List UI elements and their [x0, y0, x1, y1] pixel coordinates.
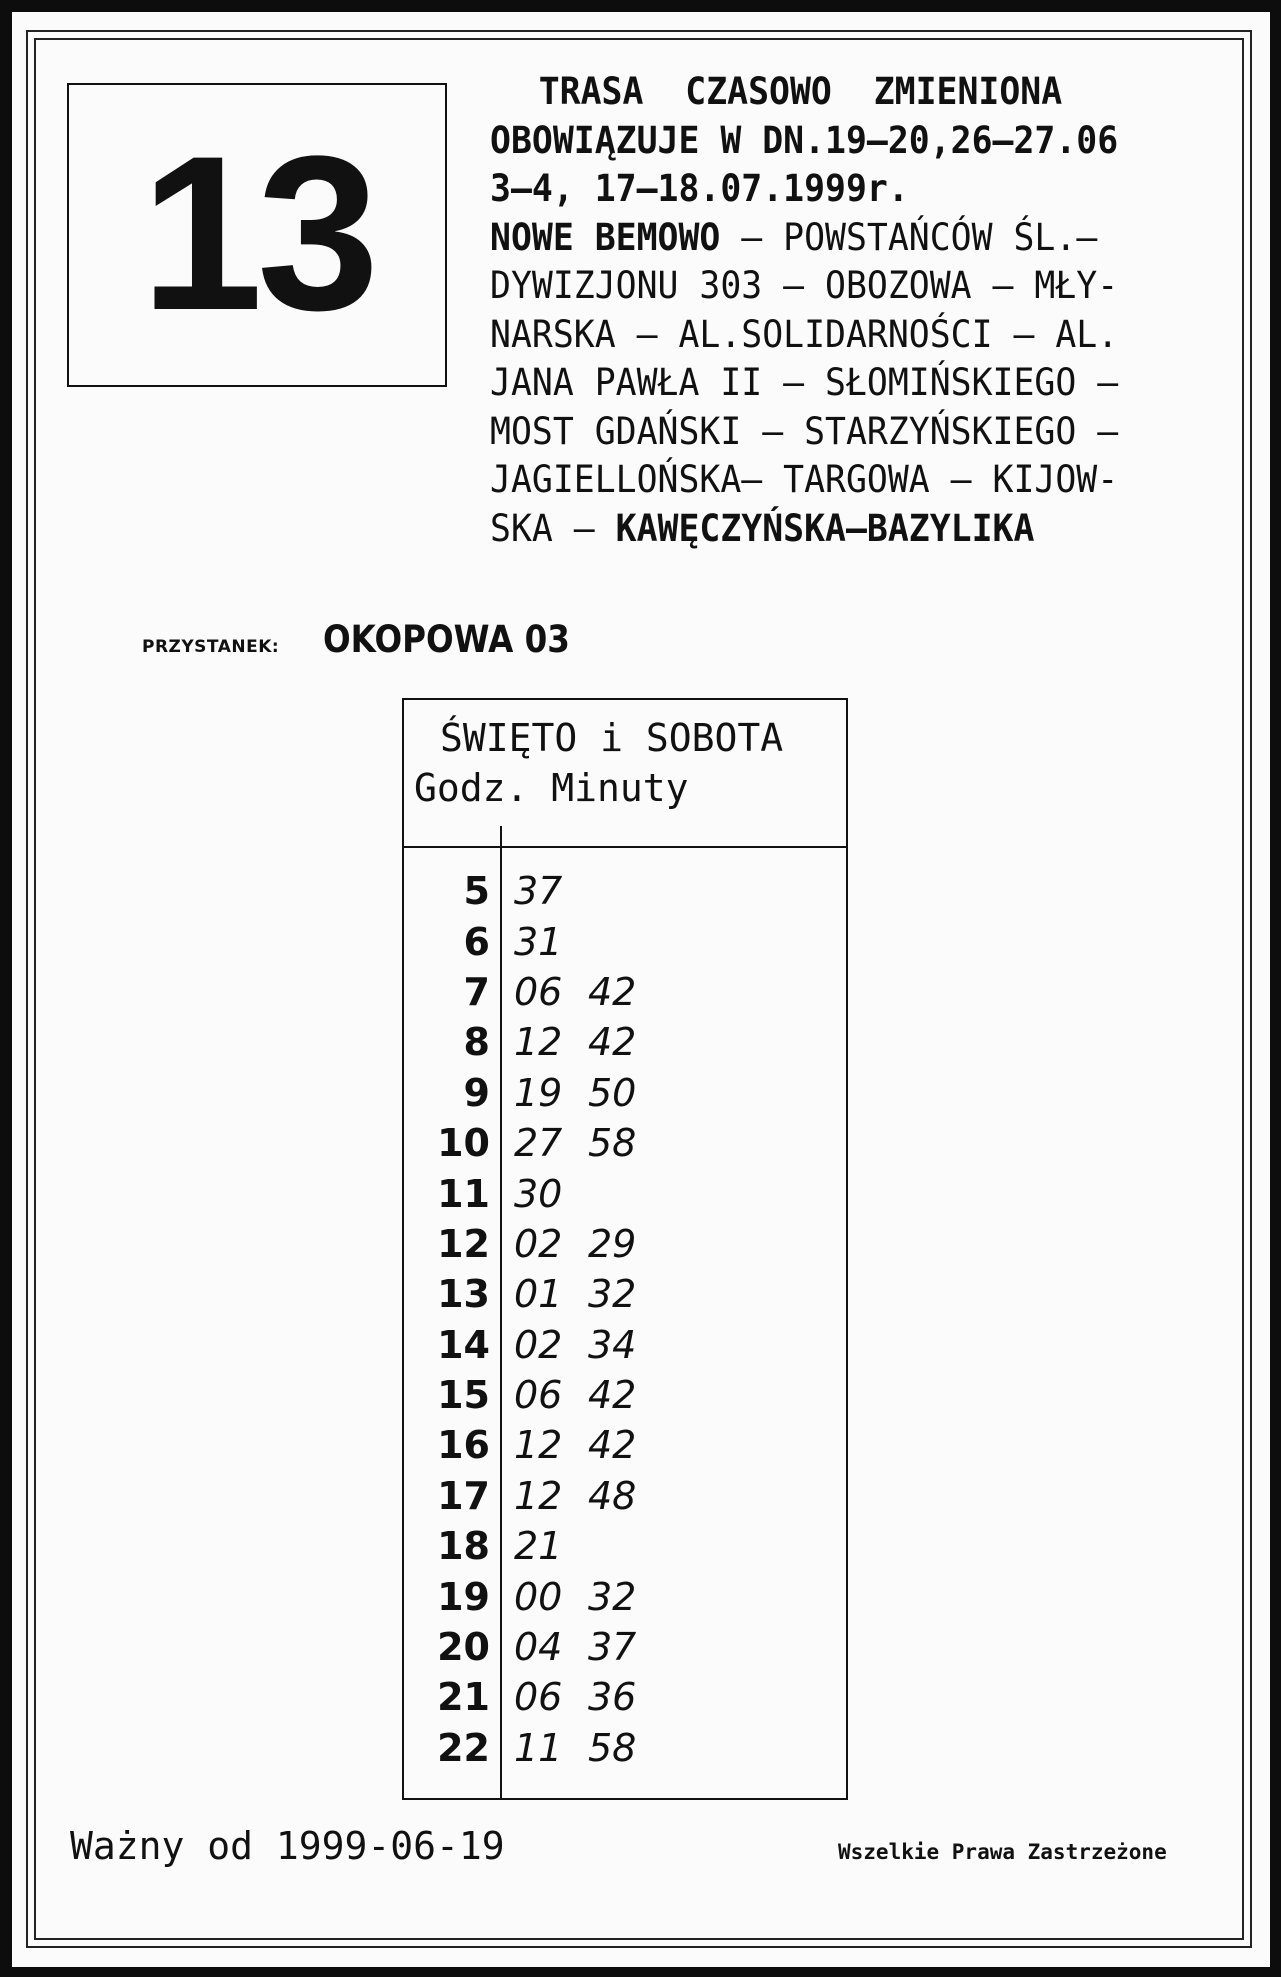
- hour-cell: 14: [437, 1322, 490, 1367]
- minute-value: 34: [588, 1322, 637, 1367]
- minute-value: 19: [514, 1070, 563, 1115]
- table-row: [404, 916, 846, 966]
- minute-value: 12: [514, 1423, 563, 1468]
- day-type-title: ŚWIĘTO i SOBOTA: [440, 716, 784, 760]
- route-line: [490, 214, 1204, 263]
- table-row: [404, 1420, 846, 1470]
- minutes-cell: [514, 1575, 662, 1619]
- minute-value: 58: [588, 1725, 637, 1770]
- table-row: [404, 866, 846, 916]
- minute-value: 02: [514, 1322, 563, 1367]
- minute-value: 48: [588, 1473, 637, 1518]
- route-line: NARSKA – AL.SOLIDARNOŚCI – AL.: [490, 312, 1119, 356]
- departure-table: [402, 698, 848, 1800]
- minutes-cell: [514, 1071, 662, 1115]
- minutes-cell: [514, 1020, 662, 1064]
- route-number: 13: [140, 110, 374, 356]
- copyright-notice: Wszelkie Prawa Zastrzeżone: [838, 1840, 1167, 1864]
- table-row: [404, 1723, 846, 1773]
- minute-value: 21: [514, 1524, 563, 1569]
- route-line-segment: NOWE BEMOWO: [490, 215, 721, 259]
- route-line: TRASA CZASOWO ZMIENIONA: [538, 70, 1063, 113]
- minute-value: 32: [588, 1574, 637, 1619]
- hour-cell: 16: [437, 1423, 490, 1468]
- route-line-segment: KAWĘCZYŃSKA–BAZYLIKA: [615, 506, 1035, 550]
- minutes-cell: [514, 1524, 588, 1568]
- hour-cell: 21: [437, 1675, 490, 1720]
- table-row: [404, 967, 846, 1017]
- table-row: [404, 1118, 846, 1168]
- minutes-column-header: Minuty: [551, 766, 689, 810]
- minute-value: 50: [588, 1070, 637, 1115]
- route-line: OBOWIĄZUJE W DN.19–20,26–27.06: [490, 118, 1119, 162]
- hour-cell: 6: [463, 919, 490, 964]
- table-row: [404, 1521, 846, 1571]
- hour-cell: 5: [463, 869, 490, 914]
- valid-from: Ważny od 1999-06-19: [70, 1824, 505, 1868]
- table-row: [404, 1017, 846, 1067]
- minute-value: 12: [514, 1473, 563, 1518]
- hour-cell: 22: [437, 1725, 490, 1770]
- minutes-cell: [514, 1625, 662, 1669]
- table-row: [404, 1672, 846, 1722]
- minutes-cell: [514, 970, 662, 1014]
- minute-value: 31: [514, 919, 563, 964]
- hour-cell: 10: [437, 1121, 490, 1166]
- table-row: [404, 1370, 846, 1420]
- minutes-cell: [514, 1423, 662, 1467]
- route-line: [490, 505, 1204, 554]
- route-line-segment: SKA –: [490, 506, 616, 550]
- minutes-cell: [514, 1172, 588, 1216]
- table-row: [404, 1168, 846, 1218]
- hour-cell: 8: [463, 1020, 490, 1065]
- table-header: [404, 700, 846, 848]
- table-row: [404, 1622, 846, 1672]
- minute-value: 06: [514, 1675, 563, 1720]
- minute-value: 42: [588, 969, 637, 1014]
- minutes-cell: [514, 1675, 662, 1719]
- minute-value: 37: [588, 1625, 637, 1670]
- hour-cell: 17: [437, 1473, 490, 1518]
- hour-cell: 7: [463, 969, 490, 1014]
- minute-value: 42: [588, 1020, 637, 1065]
- route-line: JAGIELLOŃSKA– TARGOWA – KIJOW-: [490, 458, 1119, 501]
- minute-value: 42: [588, 1423, 637, 1468]
- table-row: [404, 1320, 846, 1370]
- hour-cell: 15: [437, 1373, 490, 1418]
- minute-value: 01: [514, 1272, 563, 1317]
- minute-value: 02: [514, 1221, 563, 1266]
- minute-value: 32: [588, 1272, 637, 1317]
- minute-value: 11: [514, 1725, 563, 1770]
- hour-cell: 13: [437, 1272, 490, 1317]
- route-line: JANA PAWŁA II – SŁOMIŃSKIEGO –: [490, 361, 1119, 404]
- hour-cell: 20: [437, 1625, 490, 1670]
- route-line: DYWIZJONU 303 – OBOZOWA – MŁY-: [490, 264, 1119, 307]
- route-description: [490, 68, 1250, 553]
- route-line: MOST GDAŃSKI – STARZYŃSKIEGO –: [490, 409, 1119, 453]
- hour-cell: 9: [463, 1070, 490, 1115]
- minutes-cell: [514, 1121, 662, 1165]
- minutes-cell: [514, 1474, 662, 1518]
- column-headers: [414, 766, 689, 810]
- minutes-cell: [514, 1272, 662, 1316]
- minute-value: 04: [514, 1625, 563, 1670]
- timetable-sheet: [12, 12, 1270, 1967]
- hour-cell: 18: [437, 1524, 490, 1569]
- minute-value: 37: [514, 869, 563, 914]
- table-row: [404, 1571, 846, 1621]
- table-row: [404, 1068, 846, 1118]
- minute-value: 06: [514, 1373, 563, 1418]
- minutes-cell: [514, 1323, 662, 1367]
- hour-cell: 12: [437, 1221, 490, 1266]
- minutes-cell: [514, 1222, 662, 1266]
- table-row: [404, 1269, 846, 1319]
- stop-info: [142, 618, 604, 661]
- minute-value: 58: [588, 1121, 637, 1166]
- hour-cell: 11: [437, 1171, 490, 1216]
- minute-value: 36: [588, 1675, 637, 1720]
- minute-value: 12: [514, 1020, 563, 1065]
- minutes-cell: [514, 869, 588, 913]
- minute-value: 00: [514, 1574, 563, 1619]
- minute-value: 30: [514, 1171, 563, 1216]
- minute-value: 06: [514, 969, 563, 1014]
- hour-cell: 19: [437, 1574, 490, 1619]
- minutes-cell: [514, 1726, 662, 1770]
- departure-rows: [404, 866, 846, 1773]
- minute-value: 42: [588, 1373, 637, 1418]
- stop-label: PRZYSTANEK:: [142, 637, 280, 657]
- minutes-cell: [514, 920, 588, 964]
- route-number-box: [67, 83, 447, 387]
- minute-value: 27: [514, 1121, 563, 1166]
- minutes-cell: [514, 1373, 662, 1417]
- minute-value: 29: [588, 1221, 637, 1266]
- table-row: [404, 1219, 846, 1269]
- table-row: [404, 1471, 846, 1521]
- route-line: 3–4, 17–18.07.1999r.: [490, 167, 909, 210]
- stop-name: OKOPOWA 03: [323, 618, 571, 661]
- hours-column-header: Godz.: [414, 766, 529, 810]
- route-line-segment: – POWSTAŃCÓW ŚL.–: [720, 215, 1098, 259]
